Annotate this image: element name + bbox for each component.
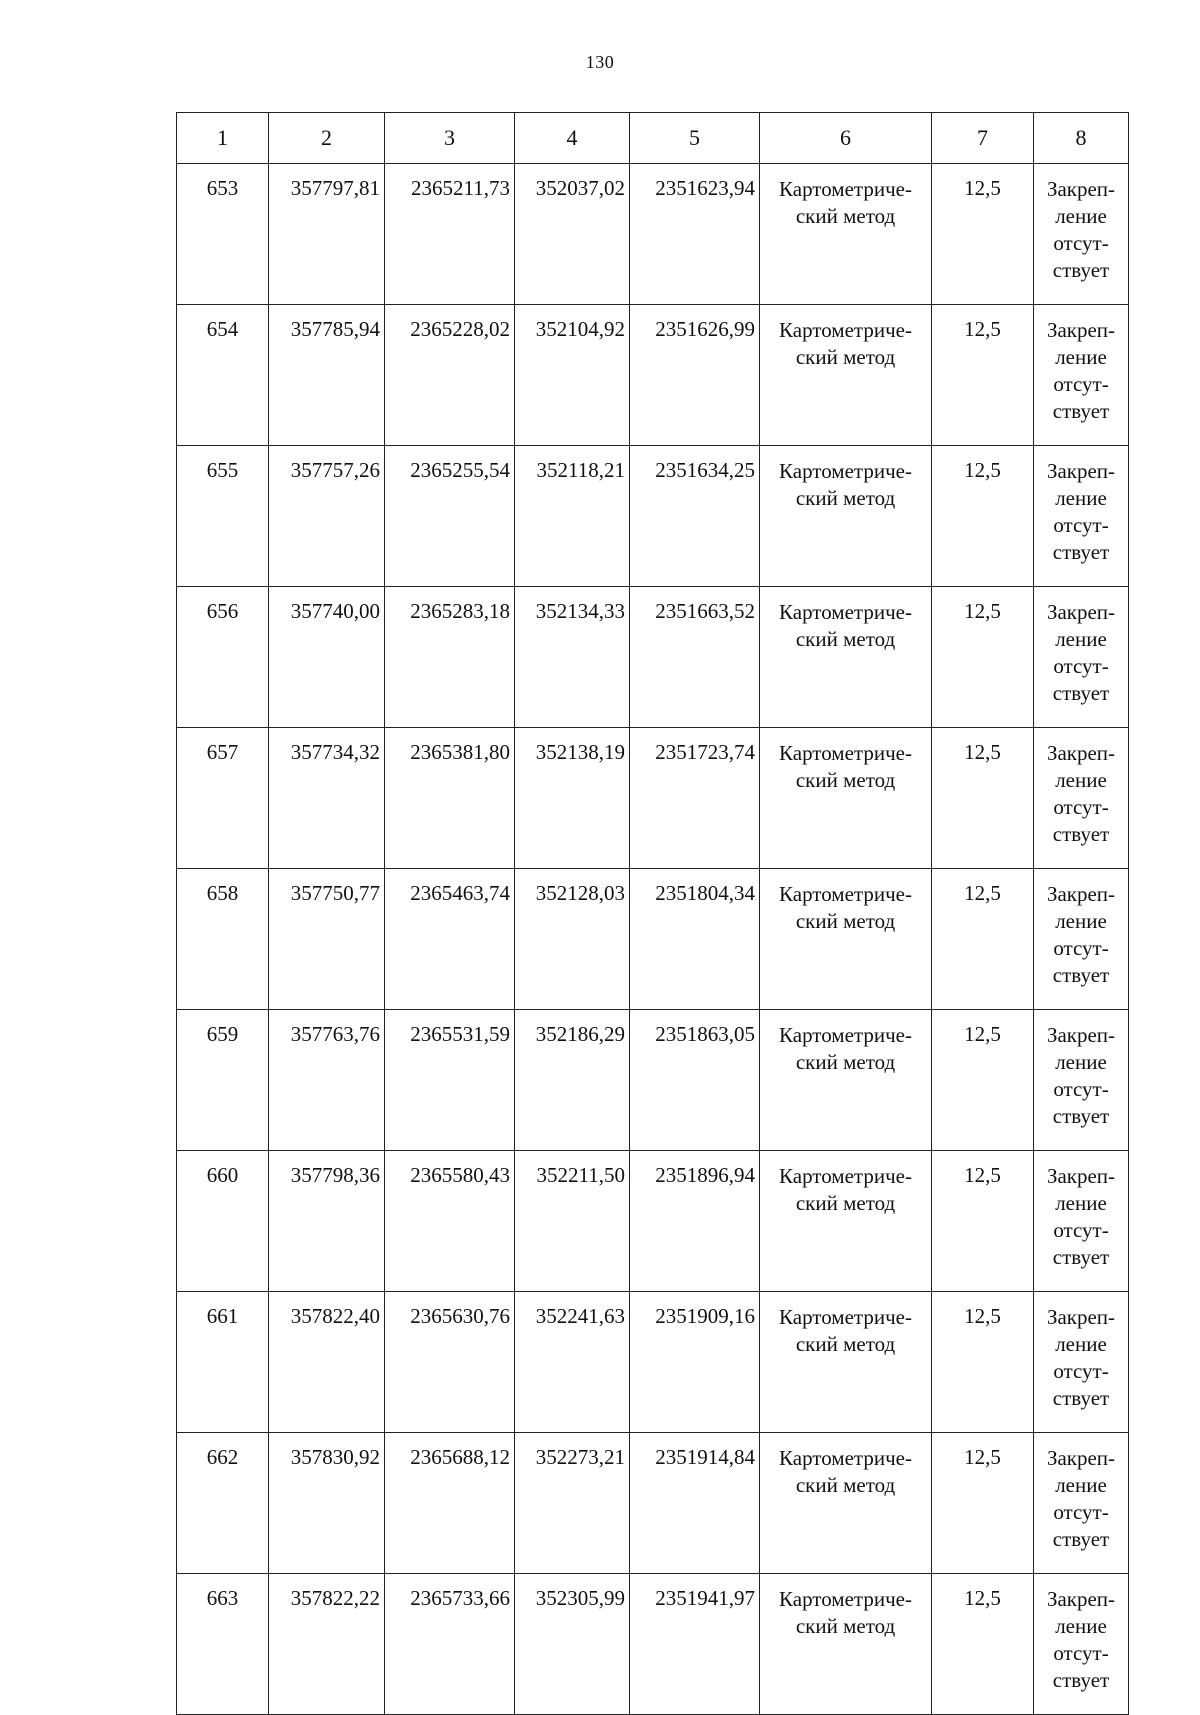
fixation-cell bbox=[1034, 1574, 1129, 1715]
fixation-text: Закреп- bbox=[1046, 1446, 1116, 1470]
fixation-text: отсут- bbox=[1053, 1218, 1109, 1242]
method-text: ский метод bbox=[795, 204, 896, 228]
table-row bbox=[177, 869, 1129, 1010]
method-text: Картометриче- bbox=[779, 1587, 912, 1611]
point-number-cell: 660 bbox=[177, 1151, 269, 1292]
method-text: Картометриче- bbox=[779, 1023, 912, 1047]
fixation-cell bbox=[1034, 869, 1129, 1010]
table-row bbox=[177, 1151, 1129, 1292]
coordinate-cell: 2365228,02 bbox=[385, 305, 515, 446]
coordinate-cell: 352134,33 bbox=[515, 587, 630, 728]
method-cell bbox=[760, 446, 932, 587]
accuracy-cell: 12,5 bbox=[932, 869, 1034, 1010]
fixation-cell bbox=[1034, 1292, 1129, 1433]
method-text: Картометриче- bbox=[779, 1305, 912, 1329]
coordinate-cell: 352118,21 bbox=[515, 446, 630, 587]
coordinate-cell: 357785,94 bbox=[269, 305, 385, 446]
table-row bbox=[177, 1433, 1129, 1574]
fixation-text: ствует bbox=[1052, 1386, 1110, 1410]
fixation-text: ствует bbox=[1052, 822, 1110, 846]
fixation-text: Закреп- bbox=[1046, 177, 1116, 201]
coordinate-cell: 2365283,18 bbox=[385, 587, 515, 728]
accuracy-cell: 12,5 bbox=[932, 1574, 1034, 1715]
fixation-text: отсут- bbox=[1053, 231, 1109, 255]
fixation-text: ствует bbox=[1052, 540, 1110, 564]
coordinate-cell: 2351623,94 bbox=[630, 164, 760, 305]
coordinate-cell: 357822,40 bbox=[269, 1292, 385, 1433]
header-cell: 8 bbox=[1034, 113, 1129, 164]
fixation-text: ствует bbox=[1052, 399, 1110, 423]
method-text: ский метод bbox=[795, 345, 896, 369]
fixation-text: Закреп- bbox=[1046, 1587, 1116, 1611]
fixation-cell bbox=[1034, 446, 1129, 587]
point-number-cell: 662 bbox=[177, 1433, 269, 1574]
fixation-cell bbox=[1034, 1151, 1129, 1292]
table-row bbox=[177, 728, 1129, 869]
coordinate-cell: 352241,63 bbox=[515, 1292, 630, 1433]
coordinate-cell: 2365630,76 bbox=[385, 1292, 515, 1433]
fixation-text: ствует bbox=[1052, 681, 1110, 705]
coordinate-cell: 2365381,80 bbox=[385, 728, 515, 869]
method-text: Картометриче- bbox=[779, 1164, 912, 1188]
header-cell: 1 bbox=[177, 113, 269, 164]
point-number-cell: 655 bbox=[177, 446, 269, 587]
method-text: ский метод bbox=[795, 1050, 896, 1074]
fixation-text: Закреп- bbox=[1046, 741, 1116, 765]
fixation-text: ление bbox=[1055, 909, 1107, 933]
table-header-row bbox=[177, 113, 1129, 164]
fixation-text: отсут- bbox=[1053, 795, 1109, 819]
header-cell: 2 bbox=[269, 113, 385, 164]
coordinates-table bbox=[176, 112, 1129, 1715]
method-cell bbox=[760, 164, 932, 305]
fixation-text: ление bbox=[1055, 627, 1107, 651]
point-number-cell: 661 bbox=[177, 1292, 269, 1433]
fixation-text: отсут- bbox=[1053, 372, 1109, 396]
method-cell bbox=[760, 1292, 932, 1433]
method-cell bbox=[760, 728, 932, 869]
fixation-text: Закреп- bbox=[1046, 1305, 1116, 1329]
header-cell: 5 bbox=[630, 113, 760, 164]
fixation-text: отсут- bbox=[1053, 654, 1109, 678]
fixation-text: ление bbox=[1055, 345, 1107, 369]
fixation-text: ление bbox=[1055, 1332, 1107, 1356]
coordinate-cell: 2351626,99 bbox=[630, 305, 760, 446]
coordinate-cell: 357750,77 bbox=[269, 869, 385, 1010]
fixation-text: ствует bbox=[1052, 1245, 1110, 1269]
method-cell bbox=[760, 587, 932, 728]
header-cell: 4 bbox=[515, 113, 630, 164]
table-row bbox=[177, 305, 1129, 446]
coordinate-cell: 357798,36 bbox=[269, 1151, 385, 1292]
fixation-text: ствует bbox=[1052, 258, 1110, 282]
table-row bbox=[177, 446, 1129, 587]
fixation-text: Закреп- bbox=[1046, 318, 1116, 342]
fixation-text: отсут- bbox=[1053, 1077, 1109, 1101]
fixation-text: отсут- bbox=[1053, 1359, 1109, 1383]
coordinate-cell: 2365463,74 bbox=[385, 869, 515, 1010]
table-row bbox=[177, 1292, 1129, 1433]
table-row bbox=[177, 1010, 1129, 1151]
method-text: ский метод bbox=[795, 486, 896, 510]
method-text: ский метод bbox=[795, 1614, 896, 1638]
method-text: Картометриче- bbox=[779, 177, 912, 201]
fixation-text: отсут- bbox=[1053, 936, 1109, 960]
method-text: Картометриче- bbox=[779, 600, 912, 624]
table-row bbox=[177, 164, 1129, 305]
coordinate-cell: 2365733,66 bbox=[385, 1574, 515, 1715]
point-number-cell: 657 bbox=[177, 728, 269, 869]
header-cell: 3 bbox=[385, 113, 515, 164]
fixation-text: ление bbox=[1055, 768, 1107, 792]
method-cell bbox=[760, 1574, 932, 1715]
point-number-cell: 654 bbox=[177, 305, 269, 446]
fixation-text: ление bbox=[1055, 1050, 1107, 1074]
coordinate-cell: 357740,00 bbox=[269, 587, 385, 728]
fixation-text: ление bbox=[1055, 204, 1107, 228]
fixation-text: ление bbox=[1055, 486, 1107, 510]
method-text: ский метод bbox=[795, 1473, 896, 1497]
fixation-text: отсут- bbox=[1053, 1641, 1109, 1665]
fixation-cell bbox=[1034, 305, 1129, 446]
method-text: ский метод bbox=[795, 1191, 896, 1215]
fixation-text: Закреп- bbox=[1046, 459, 1116, 483]
fixation-text: ление bbox=[1055, 1614, 1107, 1638]
coordinate-cell: 2351634,25 bbox=[630, 446, 760, 587]
coordinate-cell: 2351804,34 bbox=[630, 869, 760, 1010]
fixation-text: ствует bbox=[1052, 1527, 1110, 1551]
coordinate-cell: 2351941,97 bbox=[630, 1574, 760, 1715]
method-cell bbox=[760, 305, 932, 446]
method-text: ский метод bbox=[795, 1332, 896, 1356]
coordinate-cell: 352305,99 bbox=[515, 1574, 630, 1715]
coordinate-cell: 357757,26 bbox=[269, 446, 385, 587]
coordinate-cell: 2365580,43 bbox=[385, 1151, 515, 1292]
coordinate-cell: 352104,92 bbox=[515, 305, 630, 446]
page-number: 130 bbox=[585, 52, 615, 72]
coordinate-cell: 2365688,12 bbox=[385, 1433, 515, 1574]
method-text: Картометриче- bbox=[779, 882, 912, 906]
table-row bbox=[177, 587, 1129, 728]
coordinate-cell: 2351914,84 bbox=[630, 1433, 760, 1574]
method-text: Картометриче- bbox=[779, 1446, 912, 1470]
coordinate-cell: 2351909,16 bbox=[630, 1292, 760, 1433]
coordinate-cell: 2351663,52 bbox=[630, 587, 760, 728]
coordinate-cell: 352211,50 bbox=[515, 1151, 630, 1292]
coordinate-cell: 357763,76 bbox=[269, 1010, 385, 1151]
coordinate-cell: 352037,02 bbox=[515, 164, 630, 305]
coordinate-cell: 352273,21 bbox=[515, 1433, 630, 1574]
fixation-text: ствует bbox=[1052, 1104, 1110, 1128]
header-cell: 6 bbox=[760, 113, 932, 164]
fixation-text: ление bbox=[1055, 1191, 1107, 1215]
coordinate-cell: 2351896,94 bbox=[630, 1151, 760, 1292]
coordinate-cell: 2351863,05 bbox=[630, 1010, 760, 1151]
accuracy-cell: 12,5 bbox=[932, 1433, 1034, 1574]
fixation-cell bbox=[1034, 728, 1129, 869]
coordinate-cell: 2365531,59 bbox=[385, 1010, 515, 1151]
point-number-cell: 659 bbox=[177, 1010, 269, 1151]
fixation-text: Закреп- bbox=[1046, 1164, 1116, 1188]
fixation-text: отсут- bbox=[1053, 513, 1109, 537]
method-cell bbox=[760, 1433, 932, 1574]
method-text: Картометриче- bbox=[779, 459, 912, 483]
coordinate-cell: 352128,03 bbox=[515, 869, 630, 1010]
fixation-text: ствует bbox=[1052, 963, 1110, 987]
fixation-text: ление bbox=[1055, 1473, 1107, 1497]
header-cell: 7 bbox=[932, 113, 1034, 164]
method-text: Картометриче- bbox=[779, 318, 912, 342]
point-number-cell: 656 bbox=[177, 587, 269, 728]
coordinate-cell: 2365211,73 bbox=[385, 164, 515, 305]
point-number-cell: 663 bbox=[177, 1574, 269, 1715]
fixation-cell bbox=[1034, 1433, 1129, 1574]
accuracy-cell: 12,5 bbox=[932, 1151, 1034, 1292]
fixation-text: Закреп- bbox=[1046, 600, 1116, 624]
accuracy-cell: 12,5 bbox=[932, 305, 1034, 446]
coordinate-cell: 357822,22 bbox=[269, 1574, 385, 1715]
method-text: ский метод bbox=[795, 627, 896, 651]
accuracy-cell: 12,5 bbox=[932, 164, 1034, 305]
accuracy-cell: 12,5 bbox=[932, 587, 1034, 728]
point-number-cell: 658 bbox=[177, 869, 269, 1010]
coordinate-cell: 357734,32 bbox=[269, 728, 385, 869]
coordinate-cell: 357830,92 bbox=[269, 1433, 385, 1574]
method-text: ский метод bbox=[795, 768, 896, 792]
fixation-text: отсут- bbox=[1053, 1500, 1109, 1524]
table-row bbox=[177, 1574, 1129, 1715]
accuracy-cell: 12,5 bbox=[932, 1292, 1034, 1433]
fixation-cell bbox=[1034, 587, 1129, 728]
accuracy-cell: 12,5 bbox=[932, 446, 1034, 587]
method-text: ский метод bbox=[795, 909, 896, 933]
coordinate-cell: 2365255,54 bbox=[385, 446, 515, 587]
coordinate-cell: 357797,81 bbox=[269, 164, 385, 305]
method-text: Картометриче- bbox=[779, 741, 912, 765]
fixation-text: ствует bbox=[1052, 1668, 1110, 1692]
point-number-cell: 653 bbox=[177, 164, 269, 305]
accuracy-cell: 12,5 bbox=[932, 728, 1034, 869]
method-cell bbox=[760, 1010, 932, 1151]
method-cell bbox=[760, 1151, 932, 1292]
fixation-text: Закреп- bbox=[1046, 1023, 1116, 1047]
coordinate-cell: 352138,19 bbox=[515, 728, 630, 869]
accuracy-cell: 12,5 bbox=[932, 1010, 1034, 1151]
fixation-text: Закреп- bbox=[1046, 882, 1116, 906]
method-cell bbox=[760, 869, 932, 1010]
fixation-cell bbox=[1034, 164, 1129, 305]
coordinate-cell: 352186,29 bbox=[515, 1010, 630, 1151]
fixation-cell bbox=[1034, 1010, 1129, 1151]
coordinate-cell: 2351723,74 bbox=[630, 728, 760, 869]
